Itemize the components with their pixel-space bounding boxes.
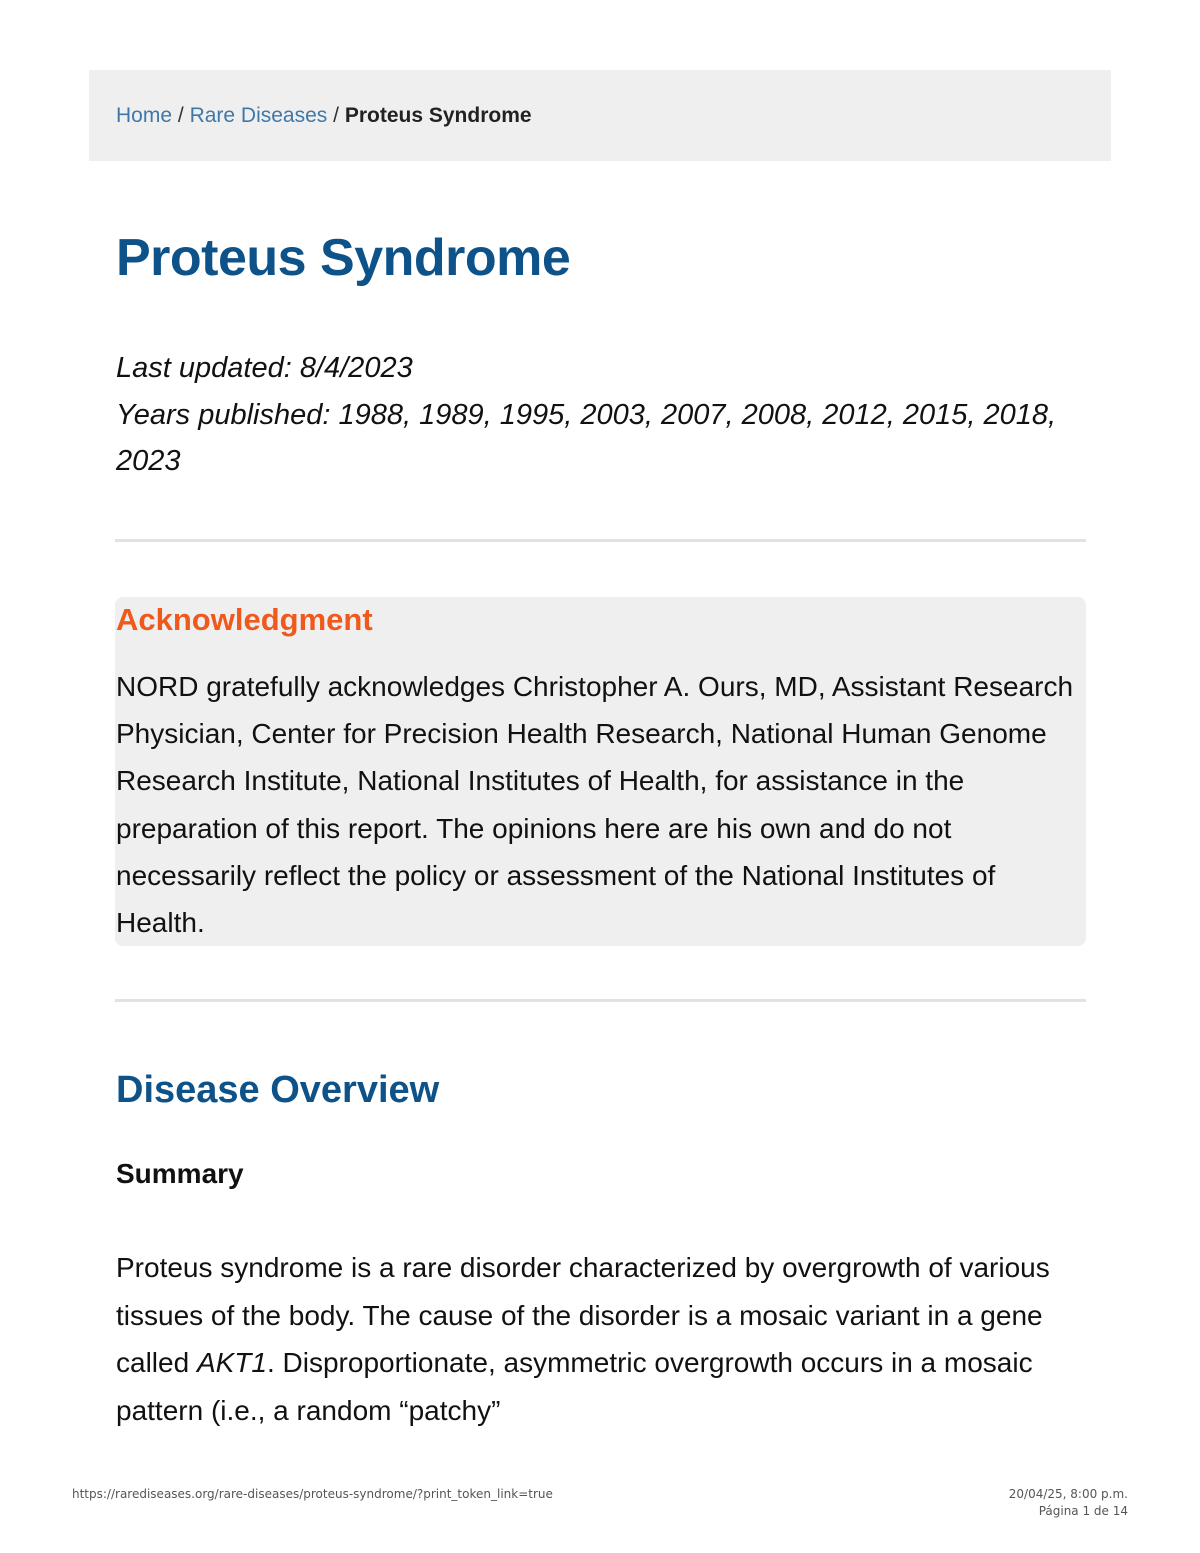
- page-title: Proteus Syndrome: [116, 229, 571, 287]
- footer-info: [1009, 1486, 1128, 1520]
- breadcrumb-home-link[interactable]: Home: [116, 104, 173, 127]
- summary-text-part: . Disproportionate, asymmetric overgrowth occurs in a mosaic pattern (i.e., a random “patchy”: [116, 1347, 1033, 1426]
- breadcrumb-separator: /: [333, 104, 339, 127]
- disease-overview-heading: Disease Overview: [116, 1069, 440, 1111]
- publication-meta: [116, 345, 1076, 485]
- summary-heading: Summary: [116, 1158, 244, 1189]
- breadcrumb-current: Proteus Syndrome: [344, 104, 532, 127]
- divider: [115, 539, 1086, 542]
- summary-text: [116, 1244, 1081, 1434]
- page-number: Página 1 de 14: [1038, 1504, 1128, 1518]
- footer-url: https://rarediseases.org/rare-diseases/proteus-syndrome/?print_token_link=true: [72, 1487, 553, 1501]
- footer-datetime: 20/04/25, 8:00 p.m.: [1008, 1487, 1128, 1501]
- breadcrumb-rare-diseases-link[interactable]: Rare Diseases: [189, 104, 328, 127]
- gene-name: AKT1: [196, 1347, 267, 1378]
- summary-text-part: Proteus syndrome is a rare disorder characterized by overgrowth of various tissues of the body. The cause of the disorder is a mosaic variant in a gene called: [116, 1252, 1050, 1378]
- acknowledgment-text: NORD gratefully acknowledges Christopher A. Ours, MD, Assistant Research Physician, Center for Precision Health Research, National Human Genome Research Institute, National Institutes of Health, for assistance in the preparation of this report. The opinions here are his own and do not necessarily reflect the policy or assessment of the National Institutes of Health.: [116, 671, 1074, 939]
- acknowledgment-heading: Acknowledgment: [116, 602, 373, 637]
- years-published: Years published: 1988, 1989, 1995, 2003, 2007, 2008, 2012, 2015, 2018, 2023: [116, 398, 1057, 477]
- breadcrumb: [89, 70, 1111, 161]
- breadcrumb-separator: /: [177, 104, 184, 127]
- last-updated: Last updated: 8/4/2023: [116, 352, 413, 384]
- divider: [115, 999, 1086, 1002]
